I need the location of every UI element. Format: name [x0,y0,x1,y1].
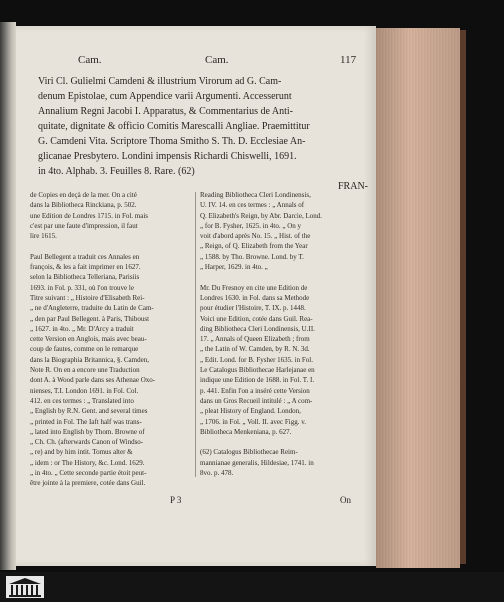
text-line: ding Bibliotheca Cleri Londinensis, U.II. [200,324,315,333]
text-line: 8vo. p. 478. [200,469,234,478]
text-line: „ lated into English by Thom. Browne of [30,427,145,436]
text-line: cette Version en Anglois, mais avec beau- [30,335,147,344]
text-line: „ the Latin of W. Camden, by R. N. 3d. [200,345,310,354]
text-line: „ re) and by him intit. Tomus alter & [30,448,133,457]
heading-line: G. Camdeni Vita. Scriptore Thoma Smitho S. Th. D. Ecclesiae An- [38,136,306,147]
left-text-column [30,190,190,489]
text-line [200,272,360,282]
text-line: Mr. Du Fresnoy en cite une Edition de [200,283,308,292]
text-line: dans la Bibliotheca Rinckiana, p. 502. [30,201,137,210]
text-line: Le Catalogus Bibliothecae Harlejanae en [200,366,315,375]
text-line: „ pleat History of England. London, [200,407,301,416]
text-line: „ 1627. in 4to. „ Mr. D'Arcy a traduit [30,324,134,333]
text-line: une Edition de Londres 1715. in Fol. mais [30,211,149,220]
text-line: voit d'abord après No. 15. „ Hist. of the [200,232,311,241]
catchword: On [340,495,351,505]
text-line: „ 1706. in Fol. „ Voll. II. avec Figg. v. [200,417,307,426]
text-line: „ English by R.N. Gent. and several times [30,407,148,416]
text-line: dont A. à Wood parle dans ses Athenae Oxo- [30,376,156,385]
text-line: 1693. in Fol. p. 331, où l'on trouve le [30,283,134,292]
text-line: „ den par Paul Bellegent. à Paris, Thiboust [30,314,150,323]
text-line: „ Reign, of Q. Elizabeth from the Year [200,242,308,251]
signature-mark: P 3 [170,495,182,505]
text-line: c'est par une faute d'impression, il faut [30,221,138,230]
text-line: indique une Edition de 1688. in Fol. T. I. [200,376,315,385]
text-line: de Copies en deçà de la mer. On a cité [30,191,137,199]
text-line: p. 441. Enfin l'on a inséré cette Version [200,386,310,395]
text-line: „ Harper, 1629. in 4to. „ [200,263,268,272]
text-line: „ ne d'Angleterre, traduite du Latin de Cam- [30,304,154,313]
column-divider [195,192,196,477]
text-line: Q. Elizabeth's Reign, by Abr. Darcie, Lond. [200,211,322,220]
heading-catchword: FRAN- [337,181,368,192]
text-line: françois, & les a fait imprimer en 1627. [30,263,141,272]
heading-line: Annalium Regni Jacobi I. Apparatus, & Commentarius de Anti- [38,106,293,117]
text-line: „ 1588. by Tho. Browne. Lond. by T. [200,252,304,261]
facing-page-edge [0,22,16,570]
text-line: Titre suivant : „ Histoire d'Elisabeth Rei- [30,293,145,302]
text-line: nienses, T.I. London 1691. in Fol. Col. [30,386,139,395]
book-cover-edge [460,30,466,564]
text-line: Londres 1630. in Fol. dans sa Methode [200,293,310,302]
text-line: Paul Bellegent a traduit ces Annales en [30,252,140,261]
text-line: „ Ch. Ch. (afterwards Canon of Windso- [30,438,144,447]
text-line [200,437,360,447]
text-line: Note R. On en a encore une Traduction [30,366,140,375]
text-line: „ for B. Fysher, 1625. in 4to. „ On y [200,221,302,230]
page-number: 117 [340,54,357,66]
running-head-center: Cam. [205,54,229,66]
book-title-entry [38,74,368,194]
text-line: „ printed in Fol. The Iaft half was trans- [30,417,142,426]
text-line: Voici une Edition, cotée dans Guil. Rea- [200,314,313,323]
page-edges-shade [376,28,460,568]
text-line: dans un Gros Recueil intitulé : „ A com- [200,396,313,405]
text-line: „ in 4to. „ Cette seconde partie étoit peut- [30,469,147,478]
running-head-left: Cam. [78,54,102,66]
heading-line: glicanae Presbytero. Londini impensis Richardi Chiswelli, 1691. [38,151,297,162]
right-text-column [200,190,360,478]
text-line: 17. „ Annals of Queen Elizabeth ; from [200,335,310,344]
text-line: 412. en ces termes : „ Translated into [30,396,134,405]
text-line: Bibliotheca Menkeniana, p. 627. [200,427,292,436]
heading-line: denum Epistolae, cum Appendice varii Argumenti. Accesserunt [38,91,292,102]
text-line: dans la Biographia Britannica, §. Camden, [30,355,149,364]
text-line: (62) Catalogus Bibliothecae Reim- [200,448,298,457]
text-line: „ idem : or The History, &c. Lond. 1629. [30,458,145,467]
library-footer-bar [0,572,504,602]
text-line: selon la Bibliotheca Telleriana, Parisiis [30,273,140,282]
text-line: pour étudier l'Histoire, T. IX. p. 1448. [200,304,306,313]
text-line: U. IV. 14. en ces termes : „ Annals of [200,201,305,210]
text-line [30,241,190,251]
text-line: Reading Bibliotheca Cleri Londinensis, [200,191,311,199]
text-line: être jointe à la premiere, cotée dans Guil. [30,479,146,488]
text-line: „ Edit. Lond. for B. Fysher 1635. in Fol. [200,355,313,364]
library-building-icon [6,576,44,598]
heading-line: quitate, dignitate & officio Comitis Marescalli Angliae. Praemittitur [38,121,310,132]
text-line: mannianae generalis, Hildesiae, 1741. in [200,458,314,467]
text-line: coup de fautes, comme on le remarque [30,345,139,354]
heading-line: Viri Cl. Gulielmi Camdeni & illustrium Virorum ad G. Cam- [38,76,282,87]
heading-line: in 4to. Alphab. 3. Feuilles 8. Rare. (62) [38,166,195,177]
text-line: lire 1615. [30,232,57,241]
